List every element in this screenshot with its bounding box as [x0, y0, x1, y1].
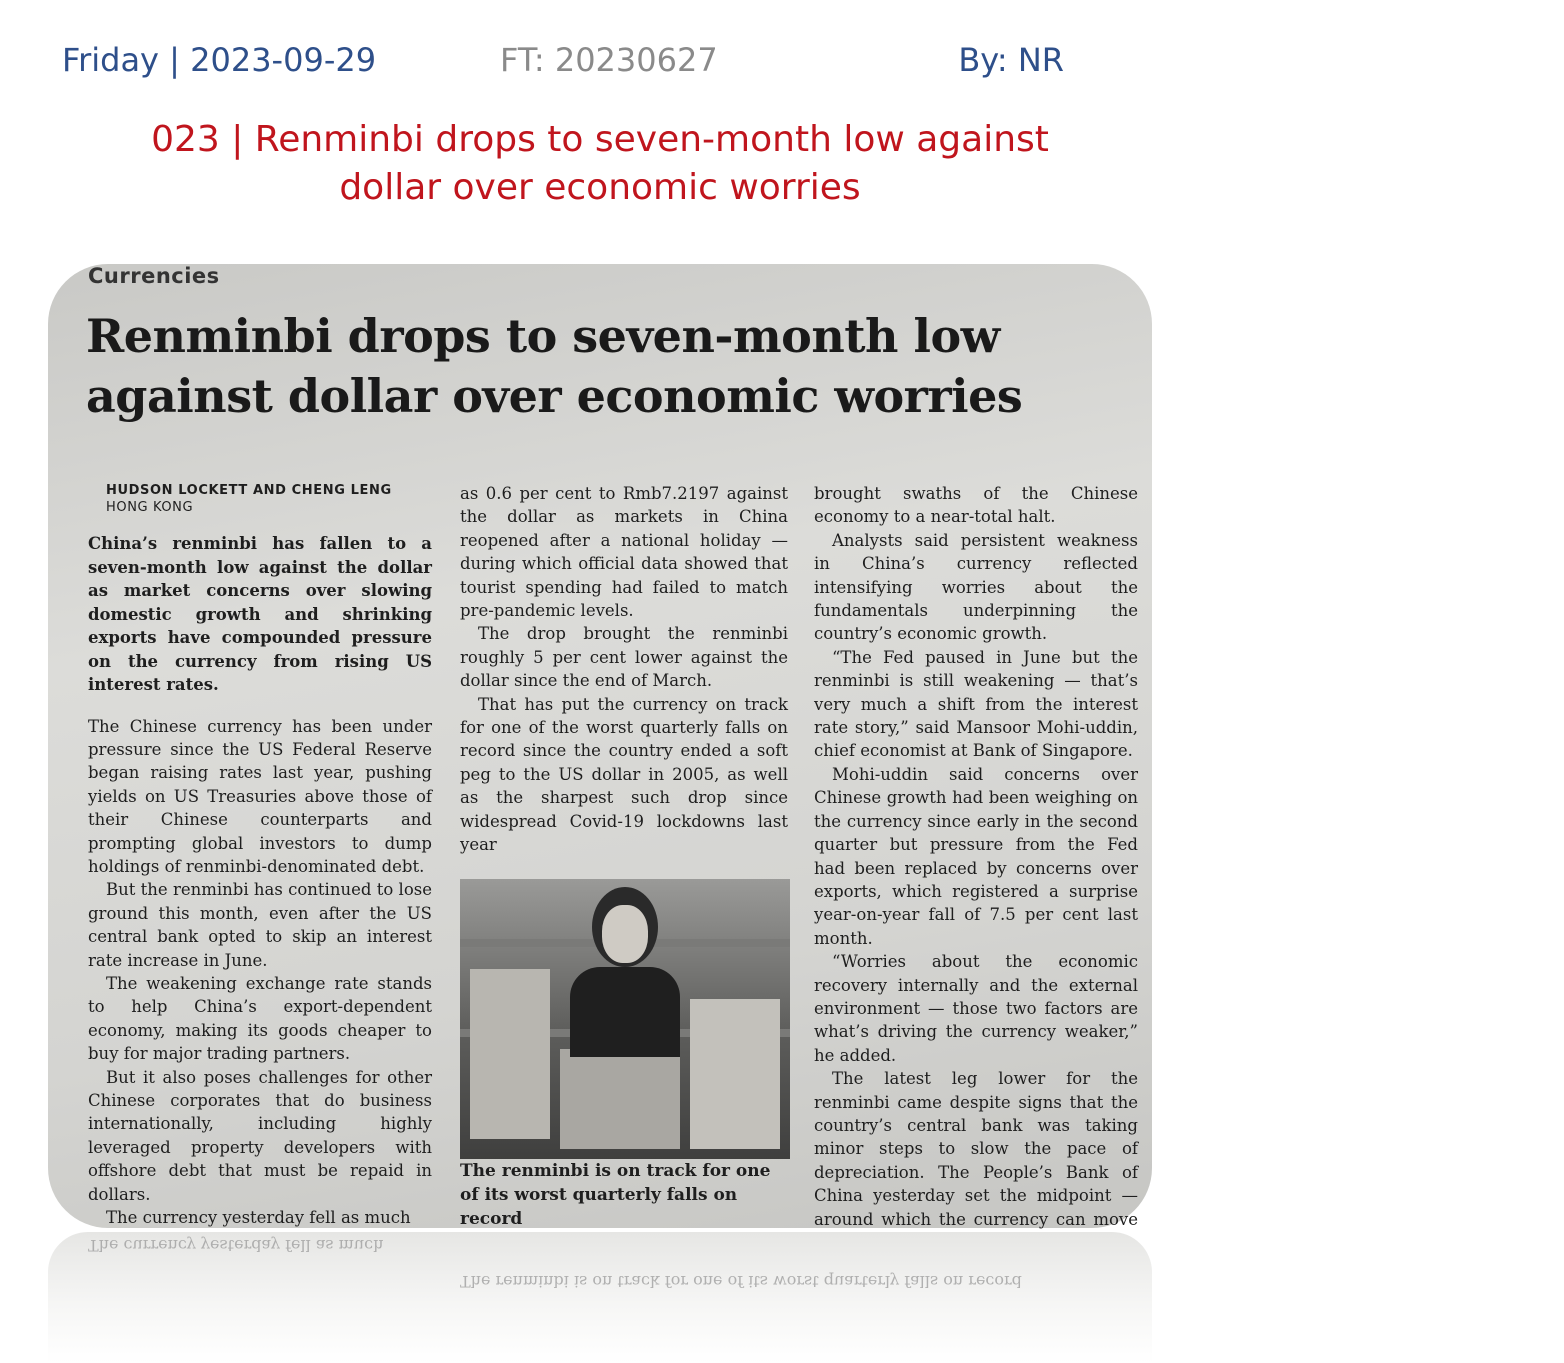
- banknote-stack: [470, 969, 550, 1139]
- photo-caption: The renminbi is on track for one of its worst quarterly falls on record: [460, 1160, 771, 1229]
- paragraph: But it also poses challenges for other Chinese corporates that do business internationally, including highly leveraged property developers with offshore debt that must be repaid in dollars.: [88, 1067, 432, 1204]
- dateline: HONG KONG: [106, 500, 194, 515]
- date-label: Friday | 2023-09-29: [62, 41, 377, 79]
- clipping-reflection: [48, 1232, 1152, 1363]
- page-title: 023 | Renminbi drops to seven-month low against dollar over economic worries: [151, 119, 1049, 208]
- source-code-label: FT: 20230627: [500, 41, 718, 79]
- paragraph: The drop brought the renminbi roughly 5 per cent lower against the dollar since the end of March.: [460, 624, 788, 691]
- author-label: By: NR: [958, 41, 1064, 79]
- lede-paragraph: China’s renminbi has fallen to a seven-month low against the dollar as market concerns over slowing domestic growth and shrinking exports have compounded pressure on the currency from rising US interest rates.: [88, 534, 432, 694]
- person-body: [570, 967, 680, 1057]
- clipping-title-line-2: against dollar over economic worries: [86, 369, 1023, 423]
- reflection-text: The currency yesterday fell as much: [88, 1236, 384, 1255]
- article-column-3: [814, 482, 1138, 1278]
- paragraph: That has put the currency on track for one of the worst quarterly falls on record since the country ended a soft peg to the US dollar in 2005, as well as the sharpest such drop since widespread Covid-19 lockdowns last year: [460, 694, 788, 855]
- person-face: [602, 905, 648, 963]
- paragraph: The latest leg lower for the renminbi came despite signs that the country’s central bank was taking minor steps to slow the pace of depreciation. The People’s Bank of China yesterday set the midpoint — around which the currency can move: [814, 1069, 1138, 1229]
- paragraph: The Chinese currency has been under pressure since the US Federal Reserve began raising rates last year, pushing yields on US Treasuries above those of their Chinese counterparts and prompting global investors to dump holdings of renminbi-denominated debt.: [88, 716, 432, 876]
- article-column-1: [88, 482, 432, 1229]
- paragraph: The currency yesterday fell as much: [106, 1208, 411, 1228]
- clipping-title-line-1: Renminbi drops to seven-month low: [86, 309, 1000, 363]
- paragraph: “The Fed paused in June but the renminbi is still weakening — that’s very much a shift from the interest rate story,” said Mansoor Mohi-uddin, chief economist at Bank of Singapore.: [814, 647, 1138, 761]
- paragraph: But the renminbi has continued to lose ground this month, even after the US central bank opted to skip an interest rate increase in June.: [88, 880, 432, 970]
- clipping-title: [86, 306, 1126, 426]
- article-photo: [460, 879, 790, 1159]
- newspaper-clipping: [48, 264, 1152, 1228]
- banknote-stack: [690, 999, 780, 1149]
- paragraph: The weakening exchange rate stands to help China’s export-dependent economy, making its goods cheaper to buy for major trading partners.: [88, 973, 432, 1064]
- paragraph: brought swaths of the Chinese economy to a near-total halt.: [814, 484, 1138, 527]
- reflection-text: The renminbi is on track for one of its worst quarterly falls on record: [460, 1272, 1022, 1291]
- section-label: Currencies: [88, 264, 220, 288]
- header-bar: [0, 38, 1200, 82]
- paragraph: as 0.6 per cent to Rmb7.2197 against the dollar as markets in China reopened after a national holiday — during which official data showed that tourist spending had failed to match pre-pandemic levels.: [460, 484, 788, 621]
- byline: HUDSON LOCKETT AND CHENG LENG: [106, 483, 392, 498]
- paragraph: Analysts said persistent weakness in China’s currency reflected intensifying worries about the fundamentals underpinning the country’s economic growth.: [814, 530, 1138, 644]
- banknote-stack: [560, 1049, 680, 1149]
- article-column-2: [460, 482, 788, 1231]
- paragraph: Mohi-uddin said concerns over Chinese growth had been weighing on the currency since early in the second quarter but pressure from the Fed had been replaced by concerns over exports, which registered a surprise year-on-year fall of 7.5 per cent last month.: [814, 764, 1138, 948]
- paragraph: “Worries about the economic recovery internally and the external environment — those two factors are what’s driving the currency weaker,” he added.: [814, 952, 1138, 1065]
